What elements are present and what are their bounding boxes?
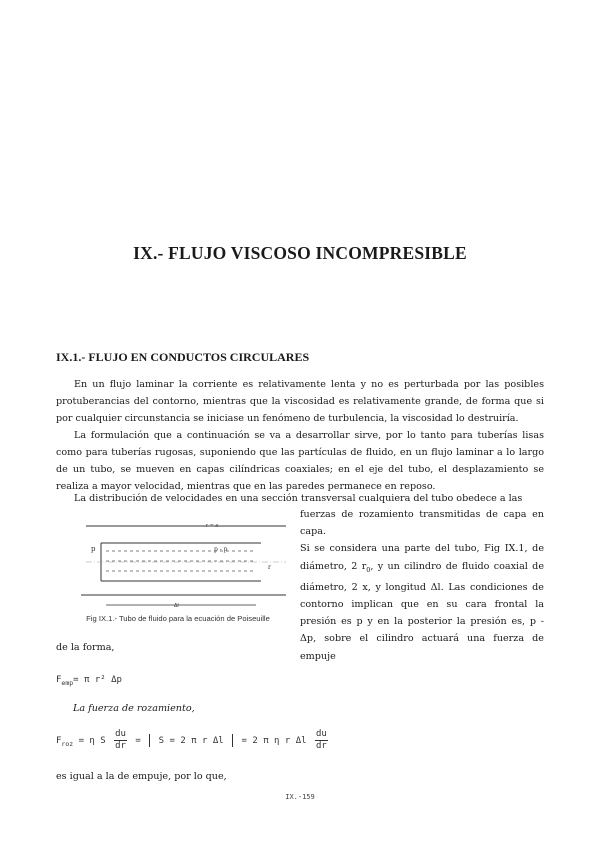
- eq-roz-part3: S = 2 π r Δl: [158, 736, 224, 746]
- right-text-a: fuerzas de rozamiento transmitidas de capa en capa.: [300, 509, 544, 538]
- fraction-du-dr-1: [114, 729, 127, 752]
- fuerza-rozamiento-label: La fuerza de rozamiento,: [73, 703, 195, 714]
- paragraph-2: La formulación que a continuación se va a desarrollar sirve, por lo tanto para tuberías lisas como para tuberías rugosas, suponiendo que las partículas de fluido, en un flujo laminar a lo largo de un tubo, se mueven en capas cilíndricas coaxiales; en el eje del tubo, el desplazamiento se realiza a mayor velocidad, mientras que en las paredes permanece en reposo.: [56, 430, 544, 492]
- eq-roz-part4: = 2 π η r Δl: [241, 736, 307, 746]
- eq-empuje-sub: emp: [61, 678, 74, 687]
- paragraph-3: La distribución de velocidades en una sección transversal cualquiera del tubo obedece a las: [74, 493, 523, 504]
- page-number: IX.-159: [285, 793, 315, 801]
- shear-hatching: [106, 551, 256, 571]
- right-text-b: Si se considera una parte del tubo, Fig IX.1, de diámetro, 2 r: [300, 543, 544, 572]
- frac2-num: du: [315, 729, 327, 739]
- de-la-forma: de la forma,: [56, 642, 115, 653]
- eq-roz-sub: roz: [61, 739, 74, 748]
- figure-delta-l: Δl: [174, 603, 179, 609]
- frac1-den: dr: [115, 741, 126, 751]
- figure-caption: Fig IX.1.- Tubo de fluido para la ecuación de Poiseuille: [86, 614, 270, 623]
- figure-top-label: r = x: [206, 523, 219, 529]
- abs-bar-right: [232, 734, 233, 747]
- figure-right-p: p - p: [214, 546, 228, 553]
- eq-roz-part1: = η S: [78, 736, 106, 746]
- section-title: IX.1.- FLUJO EN CONDUCTOS CIRCULARES: [56, 350, 310, 364]
- closing-line: es igual a la de empuje, por lo que,: [56, 771, 227, 782]
- frac2-den: dr: [315, 741, 327, 751]
- tube-figure: [56, 521, 296, 611]
- equation-rozamiento: [56, 729, 331, 752]
- eq-empuje-rhs: = π r² Δp: [73, 675, 122, 685]
- eq-roz-part2: =: [135, 736, 141, 746]
- figure-right-mark: r: [268, 564, 271, 571]
- equation-empuje: [56, 675, 122, 687]
- paragraph-1: En un flujo laminar la corriente es relativamente lenta y no es perturbada por las posibles protuberancias del contorno, mientras que la viscosidad es relativamente grande, de forma que si por cualquier circunstancia se iniciase un fenómeno de turbulencia, la viscosidad lo destruiría.: [56, 379, 544, 424]
- eq-roz-lhs: F: [56, 736, 62, 746]
- right-column-text: [300, 506, 544, 665]
- chapter-title: IX.- FLUJO VISCOSO INCOMPRESIBLE: [133, 243, 467, 263]
- right-text-c: , y un cilindro de fluido coaxial de diámetro, 2 x, y longitud Δl. Las condiciones de contorno implican que en su cara frontal la presión es p y en la posterior la presión es, p - Δp, sobre el cilindro actuará una fuerza de empuje: [300, 560, 544, 662]
- fraction-du-dr-2: [315, 729, 328, 752]
- figure-left-p: p: [91, 545, 96, 553]
- r0-subscript: 0: [366, 565, 371, 574]
- frac1-num: du: [115, 729, 126, 739]
- abs-bar-left: [149, 734, 150, 747]
- eq-empuje-lhs: F: [56, 675, 62, 685]
